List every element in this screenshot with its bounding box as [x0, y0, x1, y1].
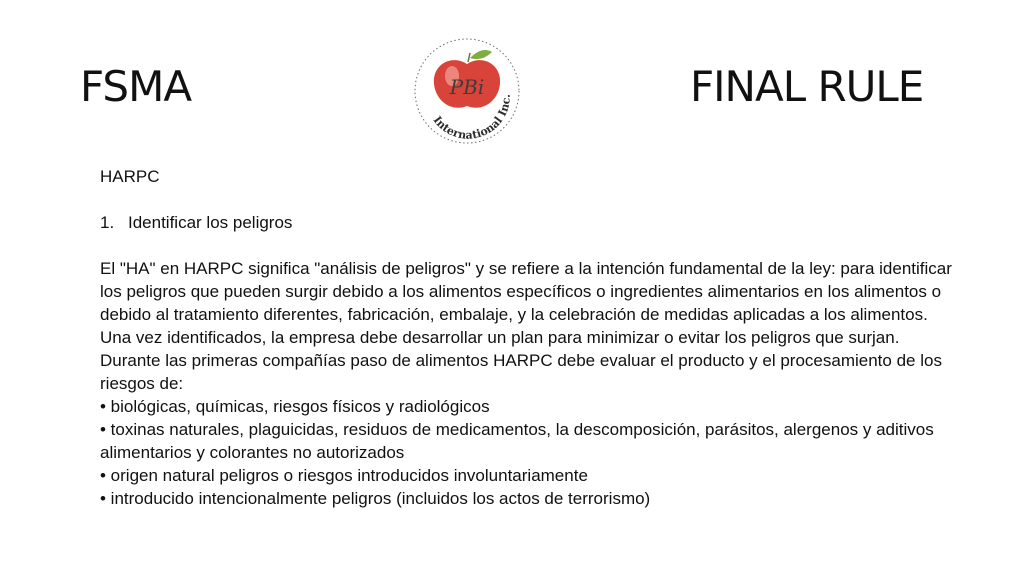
item-text: Identificar los peligros: [128, 213, 293, 232]
logo-monogram: PBi: [449, 75, 485, 99]
bullet-line: • toxinas naturales, plaguicidas, residuos de medicamentos, la descomposición, parásitos, alergenos y aditivos: [100, 420, 934, 439]
logo-ring-text: International Inc.: [430, 93, 513, 142]
slide-body: [100, 165, 980, 510]
paragraph-line: Durante las primeras compañías paso de alimentos HARPC debe evaluar el producto y el procesamiento de los: [100, 351, 942, 370]
bullet-line: • origen natural peligros o riesgos introducidos involuntariamente: [100, 466, 588, 485]
bullet-line: • biológicas, químicas, riesgos físicos y radiológicos: [100, 397, 490, 416]
bullet-line: alimentarios y colorantes no autorizados: [100, 443, 405, 462]
title-fsma: FSMA: [80, 62, 192, 111]
paragraph-line: debido al tratamiento diferentes, fabricación, embalaje, y la celebración de medidas aplicadas a los alimentos.: [100, 305, 928, 324]
paragraph-line: El "HA" en HARPC significa "análisis de peligros" y se refiere a la intención fundamental de la ley: para identificar: [100, 259, 952, 278]
bullet-line: • introducido intencionalmente peligros (incluidos los actos de terrorismo): [100, 489, 651, 508]
company-logo: [412, 36, 522, 146]
paragraph-line: riesgos de:: [100, 374, 184, 393]
title-final-rule: FINAL RULE: [690, 62, 924, 111]
paragraph-line: Una vez identificados, la empresa debe desarrollar un plan para minimizar o evitar los peligros que surjan.: [100, 328, 900, 347]
item-number: 1.: [100, 213, 115, 232]
paragraph-line: los peligros que pueden surgir debido a los alimentos específicos o ingredientes alimentarios en los alimentos o: [100, 282, 942, 301]
section-heading: HARPC: [100, 167, 160, 186]
numbered-item: [100, 211, 980, 234]
